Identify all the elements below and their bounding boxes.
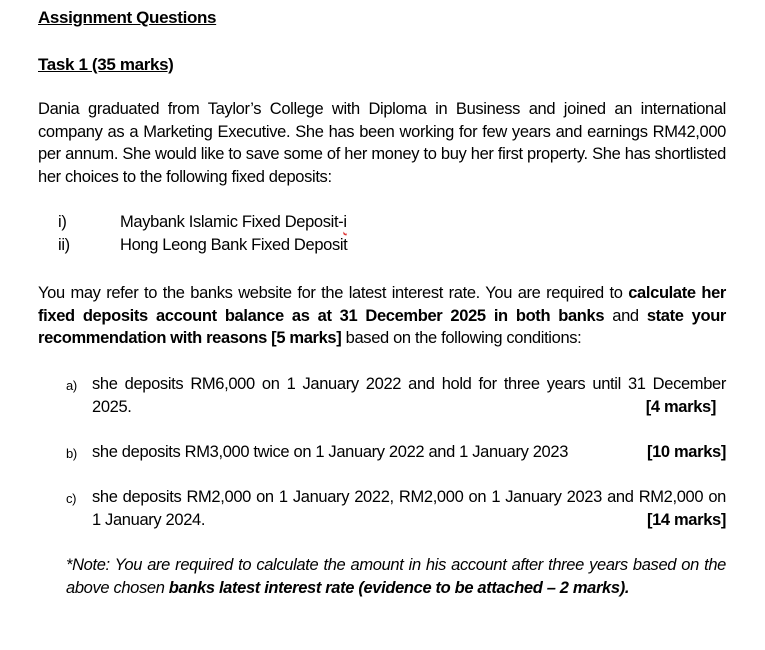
condition-item <box>66 373 726 419</box>
page-title: Assignment Questions <box>38 8 217 27</box>
condition-letter: c) <box>66 491 77 506</box>
list-marker: i) <box>58 213 67 231</box>
choice-label: Hong Leong Bank Fixed Deposit <box>120 236 348 254</box>
marks-label: [4 marks] <box>645 398 716 416</box>
condition-text: she deposits RM2,000 on 1 January 2022, RM2,000 on 1 January 2023 and RM2,000 on 1 January 2024. <box>92 488 726 529</box>
condition-text: she deposits RM3,000 twice on 1 January 2022 and 1 January 2023 <box>92 443 569 461</box>
condition-text: she deposits RM6,000 on 1 January 2022 and hold for three years until 31 December 2025. <box>92 375 726 416</box>
condition-item <box>66 486 726 532</box>
condition-item <box>66 441 726 465</box>
task-heading: Task 1 (35 marks) <box>38 55 174 74</box>
instructions-paragraph: You may refer to the banks website for the latest interest rate. You are required to calculate her fixed deposits account balance as at 31 December 2025 in both banks and state your recommendation with reasons [5 marks] based on the following conditions: <box>38 284 727 347</box>
instruction-emphasis: calculate her fixed deposits account balance as at 31 December 2025 in both banks <box>38 284 726 325</box>
marks-label: [10 marks] <box>646 443 726 461</box>
choice-label: Maybank Islamic Fixed Deposit-i <box>120 213 347 231</box>
list-marker: ii) <box>58 236 70 254</box>
intro-paragraph: Dania graduated from Taylor’s College with Diploma in Business and joined an international company as a Marketing Executive. She has been working for few years and earnings RM42,000 per annum. She would like to save some of her money to buy her first property. She has shortlisted her choices to the following fixed deposits: <box>38 100 726 186</box>
note-paragraph: *Note: You are required to calculate the amount in his account after three years based on the above chosen banks latest interest rate (evidence to be attached – 2 marks). <box>66 556 726 597</box>
marks-label: [14 marks] <box>646 511 726 529</box>
instruction-emphasis: state your recommendation with reasons [5 marks] <box>38 306 727 347</box>
condition-letter: a) <box>66 378 77 393</box>
spellcheck-underline: i <box>343 213 347 231</box>
condition-letter: b) <box>66 446 77 461</box>
note-emphasis: banks latest interest rate (evidence to be attached – 2 marks). <box>168 578 630 597</box>
